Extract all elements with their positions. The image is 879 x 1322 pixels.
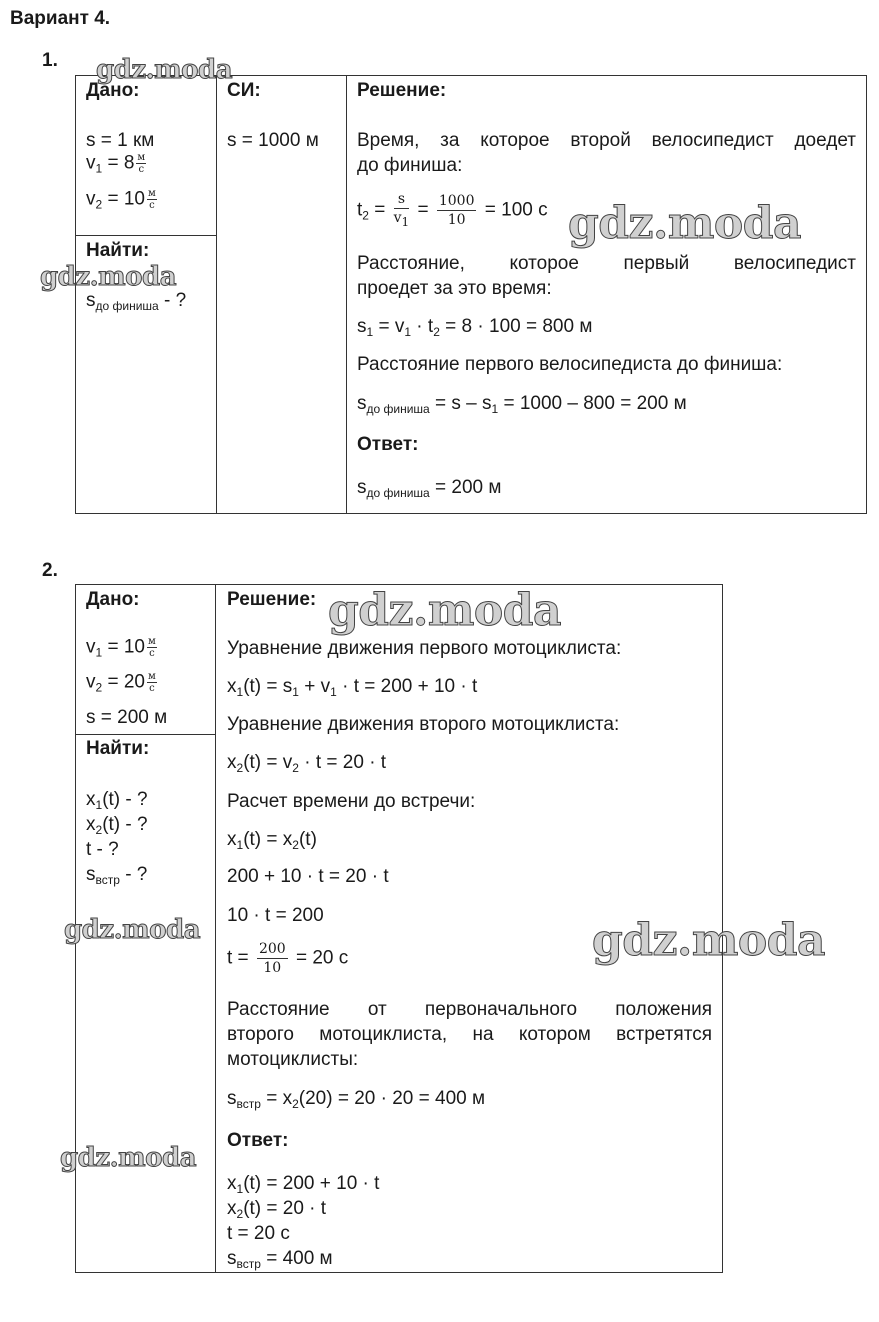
task1-answer: $s_{до финиша} = 200$ м — [357, 477, 502, 500]
task2-eq4: 200 + 10 · t = 20 · t — [227, 866, 389, 887]
fraction: $\frac{s}{v_1}$ — [393, 191, 410, 229]
task1-answer-header: Ответ: — [357, 434, 419, 455]
task1-divider-given — [75, 235, 217, 236]
watermark: gdz.moda — [568, 198, 802, 249]
task1-si-value: s = 1000 м — [227, 130, 319, 151]
task2-answer-header: Ответ: — [227, 1130, 289, 1151]
task1-solution-header: Решение: — [357, 80, 447, 101]
task2-eq6: t = $\frac{200}{10}$ = 20 с — [227, 941, 349, 976]
task2-solution-header: Решение: — [227, 589, 317, 610]
task1-find-item: $s_{до финиша}$ - ? — [86, 290, 187, 313]
unit-fraction: м с — [147, 636, 156, 659]
task1-divider-1 — [216, 75, 217, 514]
task2-find-header: Найти: — [86, 738, 150, 759]
watermark: gdz.moda — [64, 915, 201, 945]
task1-eq2: $s_1 = v_1 \cdot t_2 = 8 \cdot 100 = 800$ м — [357, 316, 593, 339]
task2-eq3: $x_1(t) = x_2(t)$ — [227, 829, 317, 852]
task2-p4-line2: второго мотоциклиста, на котором встретятся — [227, 1024, 712, 1045]
watermark: gdz.moda — [592, 915, 826, 966]
watermark: gdz.moda — [60, 1143, 197, 1173]
task2-find-t: t - ? — [86, 839, 119, 860]
task2-divider-given — [75, 734, 216, 735]
task1-eq1: $t_2$ = $\frac{s}{v_1}$ = $\frac{1000}{10}$ = 100 с — [357, 191, 548, 229]
task2-answer-1: $x_1(t) = 200 + 10 \cdot t$ — [227, 1173, 380, 1196]
fraction: $\frac{200}{10}$ — [258, 941, 286, 976]
task1-p2-line1: Расстояние, которое первый велосипедист — [357, 253, 856, 274]
task2-p1: Уравнение движения первого мотоциклиста: — [227, 638, 622, 659]
task2-find-x1: $x_1(t)$ - ? — [86, 789, 148, 812]
task2-answer-3: t = 20 с — [227, 1223, 290, 1244]
unit-fraction: м с — [147, 671, 156, 694]
task2-p3: Расчет времени до встречи: — [227, 791, 476, 812]
task1-number: 1. — [42, 50, 58, 71]
task2-find-x2: $x_2(t)$ - ? — [86, 814, 148, 837]
unit-fraction: м с — [147, 188, 156, 211]
task2-given-v2: $v_2 = 20$ м с — [86, 671, 156, 695]
task2-given-header: Дано: — [86, 589, 140, 610]
task2-answer-2: $x_2(t) = 20 \cdot t$ — [227, 1198, 327, 1221]
task2-given-s: s = 200 м — [86, 707, 168, 728]
task2-eq7: $s_{встр} = x_2(20) = 20 \cdot 20 = 400$ м — [227, 1088, 486, 1111]
task1-given-s: s = 1 км — [86, 130, 155, 151]
task1-eq3: $s_{до финиша} = s - s_1 = 1000 - 800 = 200$ м — [357, 393, 687, 416]
task1-given-v2: $v_2 = 10$ м с — [86, 188, 156, 212]
task2-eq5: 10 · t = 200 — [227, 905, 324, 926]
task2-eq2: $x_2(t) = v_2 \cdot t = 20 \cdot t$ — [227, 752, 387, 775]
watermark: gdz.moda — [40, 262, 177, 292]
task2-p2: Уравнение движения второго мотоциклиста: — [227, 714, 620, 735]
fraction: $\frac{1000}{10}$ — [438, 193, 475, 228]
task1-p2-line2: проедет за это время: — [357, 278, 552, 299]
task2-divider-1 — [215, 584, 216, 1273]
task1-divider-2 — [346, 75, 347, 514]
task1-si-header: СИ: — [227, 80, 261, 101]
task1-given-header: Дано: — [86, 80, 140, 101]
task2-find-s: $s_{встр}$ - ? — [86, 864, 148, 887]
task2-p4-line1: Расстояние от первоначального положения — [227, 999, 712, 1020]
page-title: Вариант 4. — [10, 8, 111, 29]
task1-p1-line2: до финиша: — [357, 155, 463, 176]
task1-p1-line1: Время, за которое второй велосипедист доедет — [357, 130, 856, 151]
unit-fraction: м с — [137, 152, 146, 175]
task2-answer-4: $s_{встр} = 400$ м — [227, 1248, 333, 1271]
task2-eq1: $x_1(t) = s_1 + v_1 \cdot t = 200 + 10 \cdot t$ — [227, 676, 478, 699]
watermark: gdz.moda — [328, 585, 562, 636]
task1-find-header: Найти: — [86, 240, 150, 261]
task1-given-v1: $v_1 = 8$ м с — [86, 152, 146, 176]
watermark: gdz.moda — [96, 55, 233, 85]
task2-given-v1: $v_1 = 10$ м с — [86, 636, 156, 660]
task1-p3: Расстояние первого велосипедиста до финиша: — [357, 354, 783, 375]
task2-number: 2. — [42, 560, 58, 581]
task2-p4-line3: мотоциклисты: — [227, 1049, 359, 1070]
